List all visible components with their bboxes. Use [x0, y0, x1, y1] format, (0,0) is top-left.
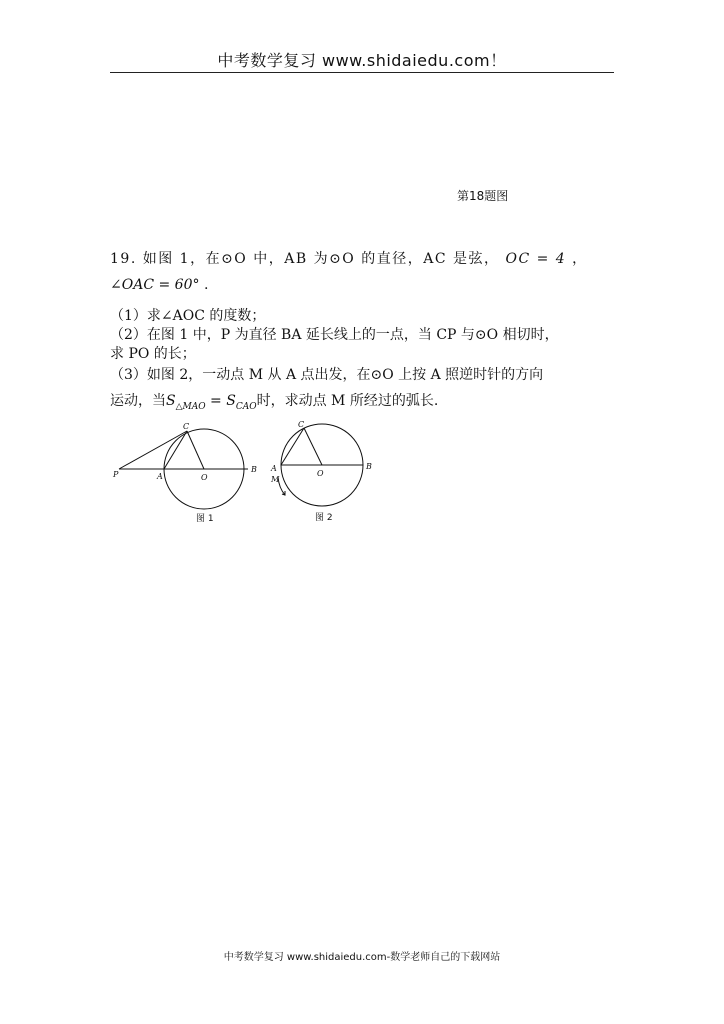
question-3-line-a: （3）如图 2，一动点 M 从 A 点出发，在⊙O 上按 A 照逆时针的方向 — [110, 367, 544, 383]
problem-line-2 — [110, 277, 208, 293]
figure-2-labels — [270, 420, 372, 484]
area-symbol-1: S — [166, 393, 176, 409]
label-a-fig2: A — [271, 464, 277, 473]
page-header: 中考数学复习 www.shidaiedu.com！ — [217, 51, 507, 70]
figure-2 — [278, 424, 363, 506]
problem-intro: 19. 如图 1，在⊙O 中，AB 为⊙O 的直径，AC 是弦， — [110, 251, 500, 267]
label-b-fig2: B — [366, 462, 372, 471]
oc-equation: OC = 4 — [505, 251, 567, 267]
tangent-pc-fig1 — [119, 431, 187, 469]
angle-expression: ∠OAC = 60° — [110, 277, 200, 293]
figure-1-labels — [112, 422, 257, 482]
q3-text-end: 时，求动点 M 所经过的弧长. — [256, 393, 439, 409]
equals-sign: = — [205, 393, 227, 409]
question-2-line-b: 求 PO 的长； — [110, 346, 196, 362]
question-1: （1）求∠AOC 的度数； — [110, 308, 266, 324]
geometry-figures — [110, 415, 400, 545]
header-divider — [110, 72, 614, 73]
label-m-fig2: M — [271, 475, 280, 484]
punct: . — [203, 277, 209, 293]
chord-ac-fig2 — [281, 428, 304, 465]
label-c-fig1: C — [183, 422, 190, 431]
radius-oc-fig2 — [304, 428, 322, 465]
area-symbol-2: S — [226, 393, 236, 409]
figure-1 — [119, 429, 248, 509]
figure-18-caption: 第18题图 — [457, 189, 509, 203]
label-p-fig1: P — [113, 470, 119, 479]
area-subscript-1: △MAO — [175, 402, 206, 412]
area-subscript-2: CAO — [235, 402, 257, 412]
problem-line-1 — [110, 248, 588, 268]
question-2-line-a: （2）在图 1 中，P 为直径 BA 延长线上的一点，当 CP 与⊙O 相切时， — [110, 327, 559, 343]
radius-oc-fig1 — [187, 431, 204, 469]
figure-1-caption: 图 1 — [196, 514, 214, 524]
figure-2-caption: 图 2 — [315, 513, 333, 523]
q3-text-start: 运动，当 — [110, 393, 166, 409]
label-o-fig1: O — [201, 473, 208, 482]
label-c-fig2: C — [298, 420, 305, 429]
label-o-fig2: O — [317, 469, 324, 478]
punct: ， — [572, 251, 588, 267]
question-3-line-b — [110, 390, 438, 412]
chord-ac-fig1 — [164, 431, 187, 469]
label-a-fig1: A — [157, 472, 163, 481]
page-footer: 中考数学复习 www.shidaiedu.com-数学老师自己的下载网站 — [223, 952, 501, 963]
label-b-fig1: B — [251, 465, 257, 474]
